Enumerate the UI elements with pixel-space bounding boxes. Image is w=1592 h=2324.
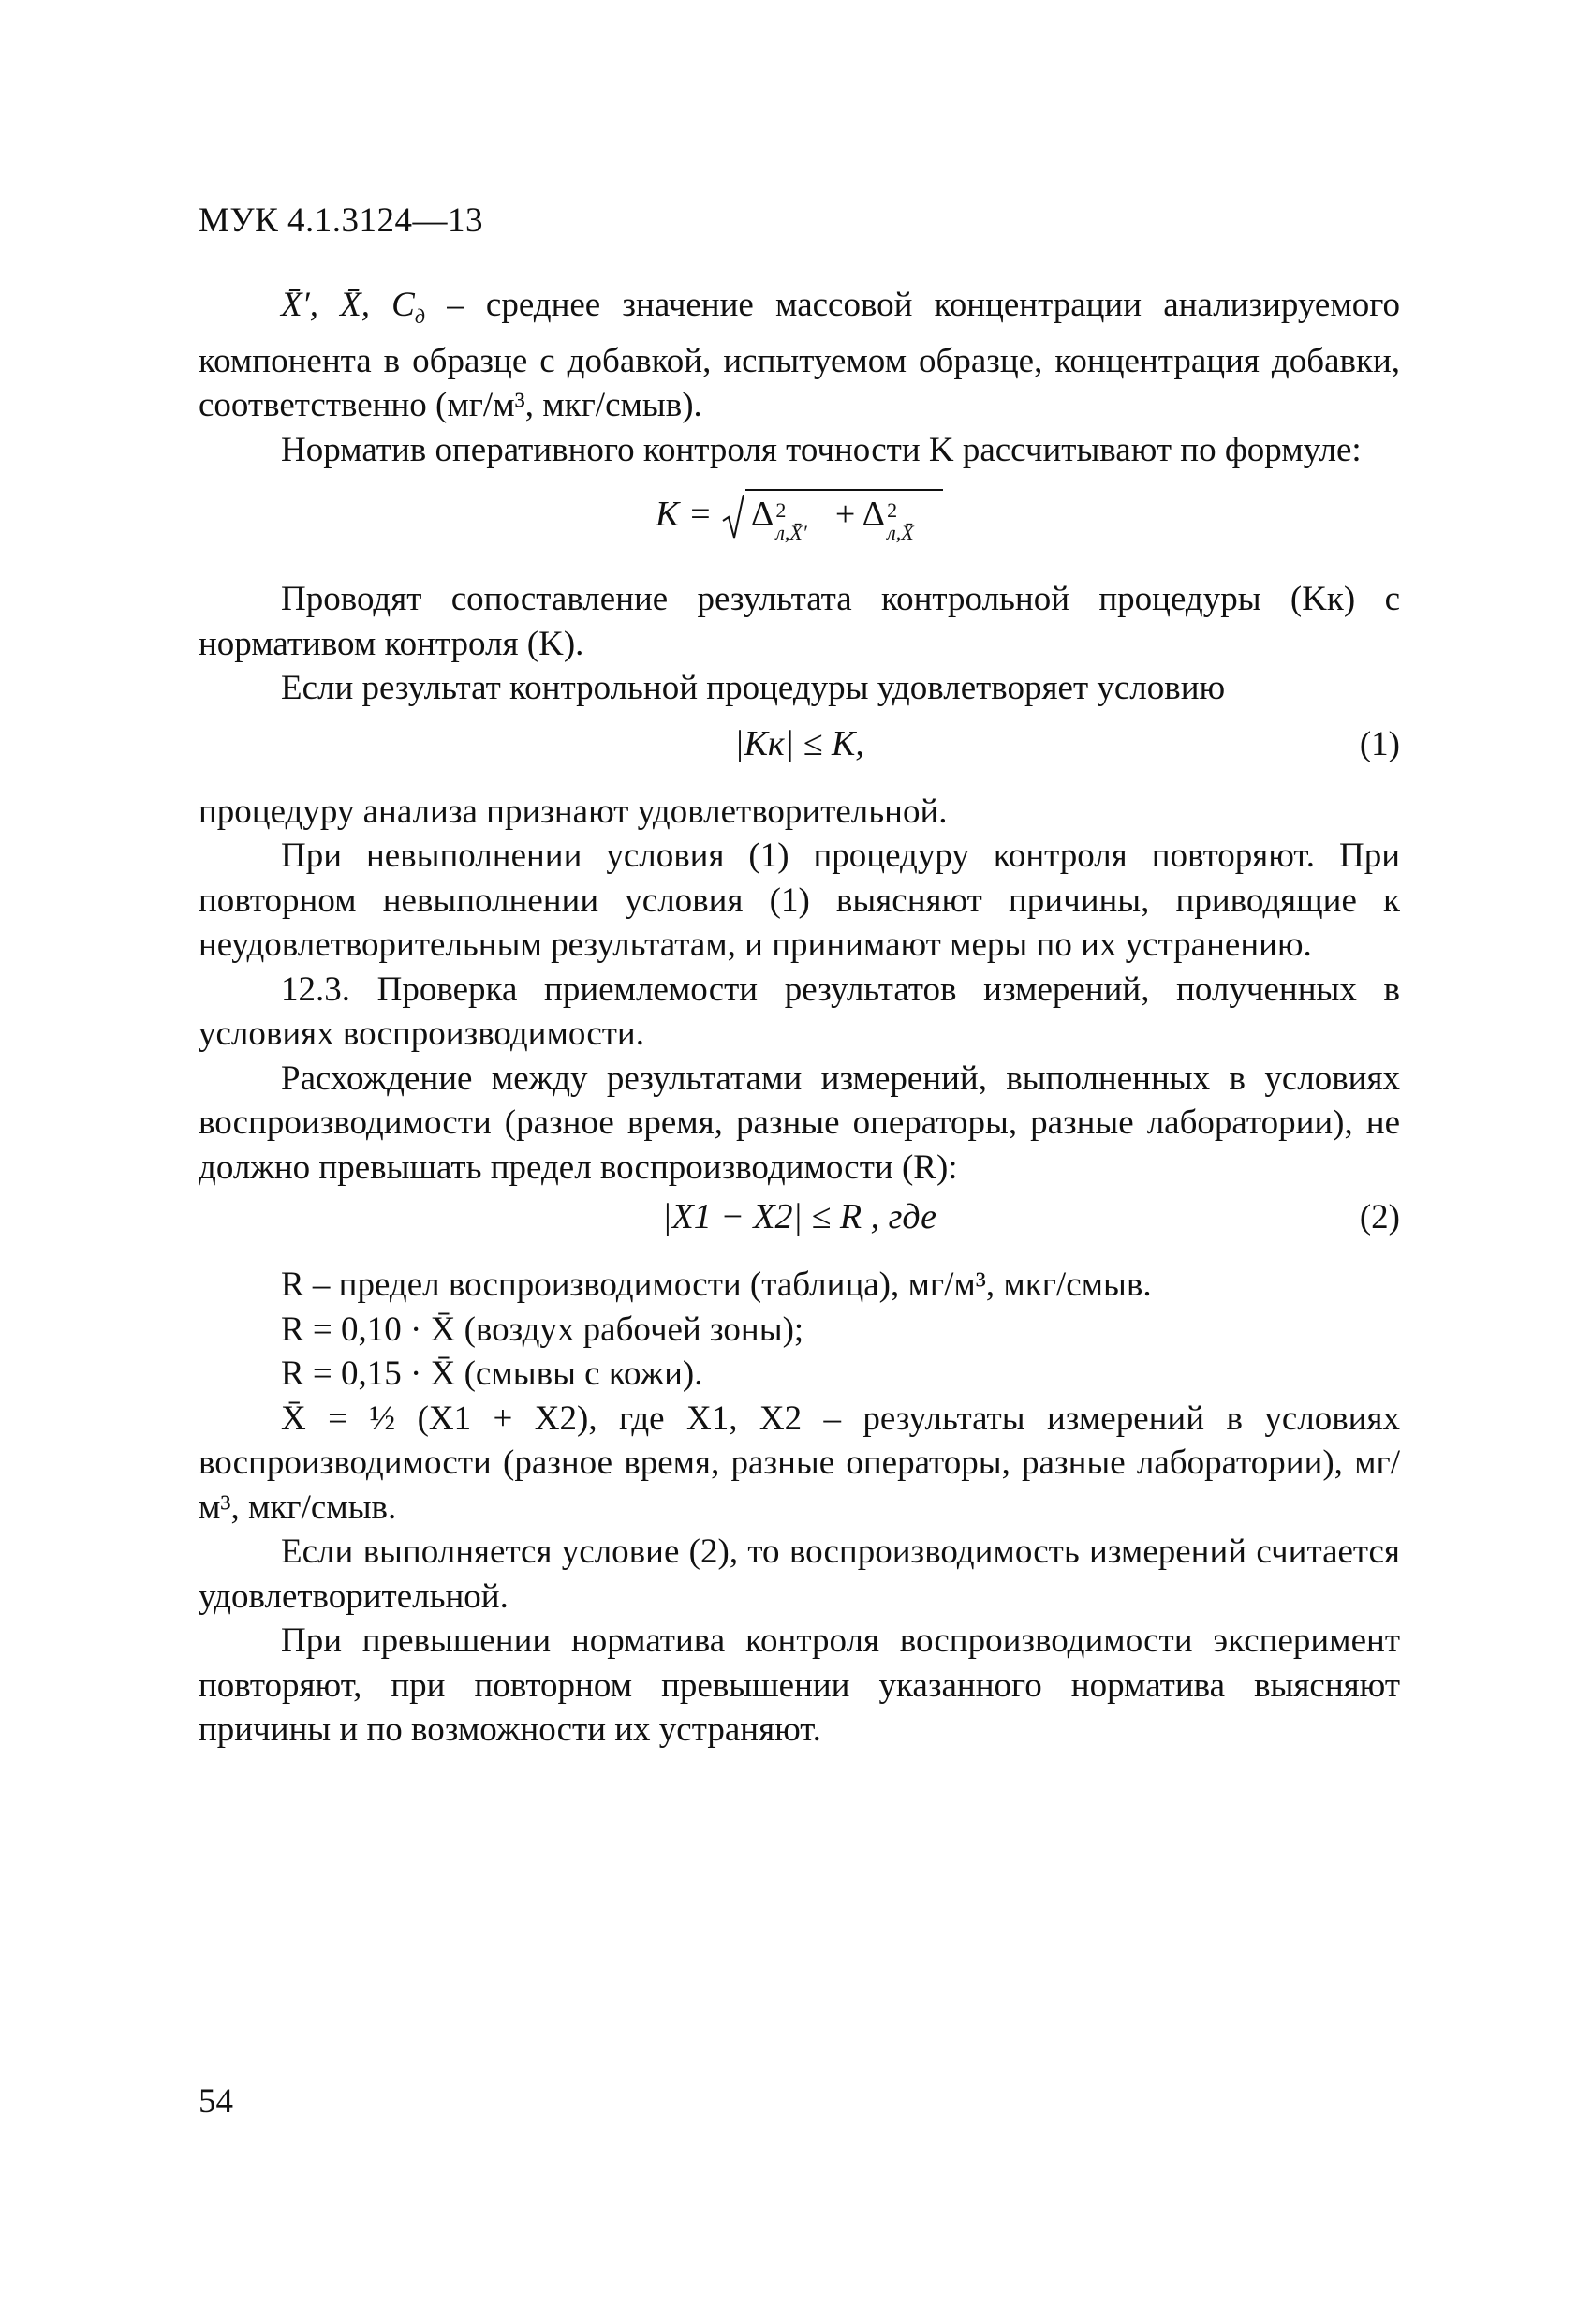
delta-2-indices: [885, 498, 937, 544]
paragraph-repeat-procedure: При невыполнении условия (1) процедуру контроля повторяют. При повторном невыполнении условия (1) выясняют причины, приводящие к неудовлетворительным результатам, и принимают меры по их устранению.: [199, 836, 1400, 964]
paragraph-r-skin: R = 0,15 · X̄ (смывы с кожи).: [281, 1354, 703, 1393]
variables-subscript: д: [414, 304, 426, 328]
paragraph-satisfactory: процедуру анализа признают удовлетворительной.: [199, 792, 948, 831]
formula-k-lhs: K =: [655, 495, 713, 534]
document-code-header: МУК 4.1.3124—13: [199, 201, 484, 240]
paragraph-accuracy-norm: Норматив оперативного контроля точности K рассчитывают по формуле:: [281, 430, 1362, 469]
delta-2: Δ: [862, 495, 886, 534]
delta-1-sub: л,X̄′: [775, 521, 807, 544]
formula-2-expression: |X1 − X2| ≤ R , где: [662, 1197, 936, 1236]
paragraph-x-mean: X̄ = ½ (X1 + X2), где X1, X2 – результаты измерений в условиях воспроизводимости (разное время, разные операторы, разные лаборатории), мг/м³, мкг/смыв.: [199, 1399, 1400, 1527]
delta-1: Δ: [750, 495, 774, 534]
page-number: 54: [199, 2082, 233, 2121]
delta-1-sup: 2: [775, 498, 787, 522]
radical-sign-icon: [721, 495, 745, 540]
document-body: [199, 283, 1400, 1753]
section-heading-12-3: 12.3. Проверка приемлемости результатов измерений, полученных в условиях воспроизводимости.: [199, 970, 1400, 1053]
paragraph-variables-definition: [199, 283, 1400, 428]
paragraph-r-definition: R – предел воспроизводимости (таблица), мг/м³, мкг/смыв.: [281, 1266, 1152, 1304]
formula-1-number: (1): [1359, 724, 1400, 763]
variables-symbols: X̄′, X̄, C: [281, 286, 415, 324]
formula-2: [199, 1195, 1400, 1251]
formula-1: [199, 722, 1400, 778]
formula-k-expression: [199, 489, 1400, 544]
variables-text: – среднее значение массовой концентрации анализируемого компонента в образце с добавкой, испытуемом образце, концентрация добавки, соответственно (мг/м³, мкг/смыв).: [199, 286, 1400, 424]
delta-2-sub: л,X̄: [887, 521, 914, 544]
paragraph-comparison: Проводят сопоставление результата контрольной процедуры (Kк) с нормативом контроля (K).: [199, 580, 1400, 663]
paragraph-reproducibility-limit: Расхождение между результатами измерений, выполненных в условиях воспроизводимости (разное время, разные операторы, разные лаборатории), не должно превышать предел воспроизводимости (R):: [199, 1058, 1400, 1187]
paragraph-r-air: R = 0,10 · X̄ (воздух рабочей зоны);: [281, 1310, 804, 1349]
delta-2-sup: 2: [887, 498, 898, 522]
paragraph-norm-exceeded: При превышении норматива контроля воспроизводимости эксперимент повторяют, при повторном превышении указанного норматива выясняют причины и по возможности их устраняют.: [199, 1621, 1400, 1749]
formula-k: [199, 489, 1400, 564]
formula-1-expression: |Kк| ≤ K,: [734, 723, 864, 763]
paragraph-condition-intro: Если результат контрольной процедуры удовлетворяет условию: [281, 669, 1226, 707]
formula-2-number: (2): [1359, 1198, 1400, 1236]
delta-1-indices: [774, 498, 826, 544]
radicand: [745, 489, 943, 544]
square-root-symbol: [721, 489, 943, 544]
plus-sign: +: [826, 495, 862, 534]
paragraph-condition-2-met: Если выполняется условие (2), то воспроизводимость измерений считается удовлетворительной.: [199, 1532, 1400, 1616]
